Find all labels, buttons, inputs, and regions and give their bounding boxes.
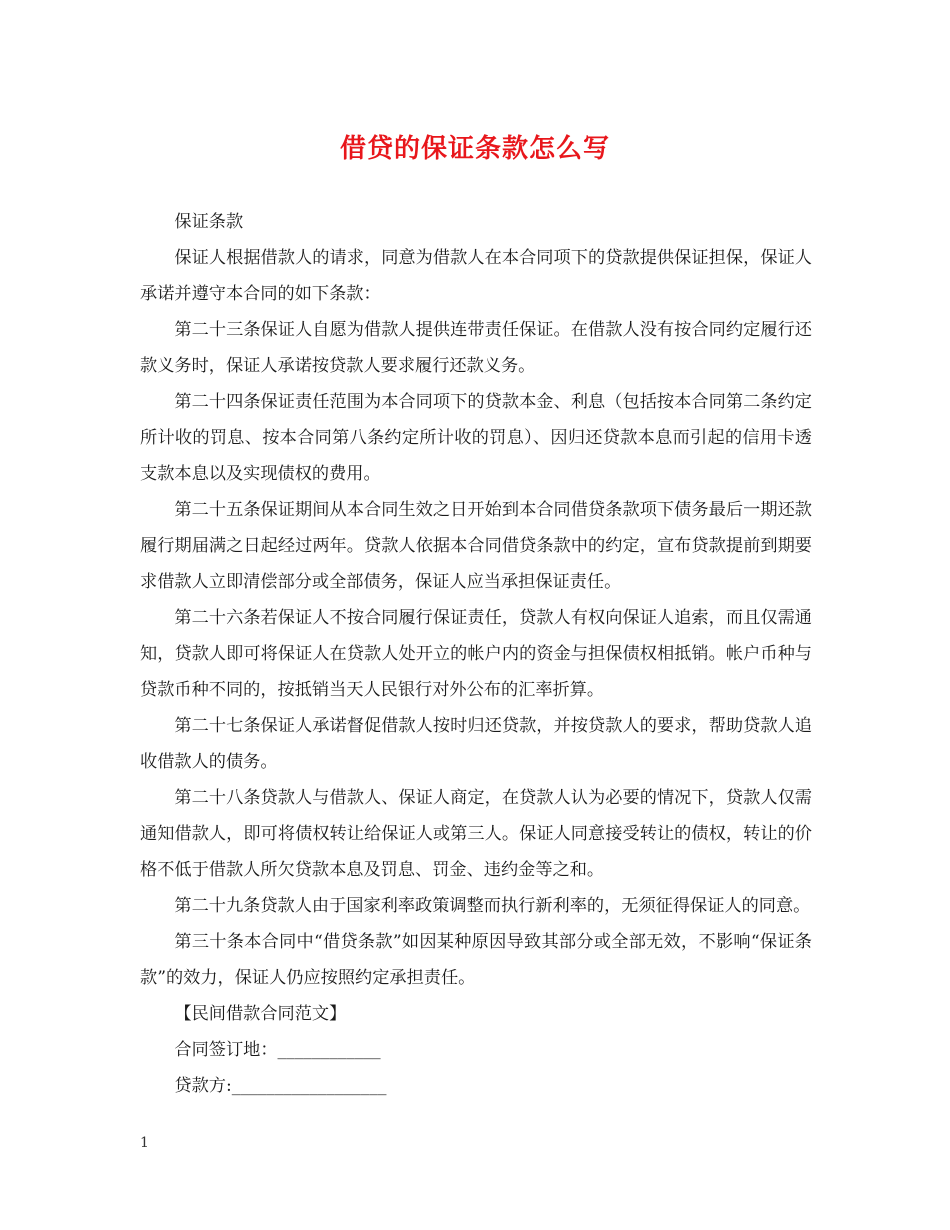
paragraph-intro: 保证人根据借款人的请求，同意为借款人在本合同项下的贷款提供保证担保，保证人承诺并遵守本合同的如下条款： bbox=[140, 248, 812, 304]
paragraph-article-28: 第二十八条贷款人与借款人、保证人商定，在贷款人认为必要的情况下，贷款人仅需通知借款人，即可将债权转让给保证人或第三人。保证人同意接受转让的债权，转让的价格不低于借款人所欠贷款本息及罚息、罚金、违约金等之和。 bbox=[140, 788, 812, 880]
paragraph-sample-heading: 【民间借款合同范文】 bbox=[174, 1004, 347, 1024]
paragraph-signing-place: 合同签订地：____________ bbox=[174, 1040, 381, 1060]
paragraph-article-24: 第二十四条保证责任范围为本合同项下的贷款本金、利息（包括按本合同第二条约定所计收的罚息、按本合同第八条约定所计收的罚息）、因归还贷款本息而引起的信用卡透支款本息以及实现债权的费用。 bbox=[140, 392, 812, 484]
paragraph-section-heading: 保证条款 bbox=[174, 212, 244, 232]
paragraph-article-27: 第二十七条保证人承诺督促借款人按时归还贷款，并按贷款人的要求，帮助贷款人追收借款人的债务。 bbox=[140, 716, 812, 772]
paragraph-article-30: 第三十条本合同中“借贷条款”如因某种原因导致其部分或全部无效，不影响“保证条款”的效力，保证人仍应按照约定承担责任。 bbox=[140, 932, 812, 988]
page-number: 1 bbox=[140, 1135, 149, 1151]
paragraph-article-23: 第二十三条保证人自愿为借款人提供连带责任保证。在借款人没有按合同约定履行还款义务时，保证人承诺按贷款人要求履行还款义务。 bbox=[140, 320, 812, 376]
document-body bbox=[140, 204, 812, 1104]
paragraph-article-26: 第二十六条若保证人不按合同履行保证责任，贷款人有权向保证人追索，而且仅需通知，贷款人即可将保证人在贷款人处开立的帐户内的资金与担保债权相抵销。帐户币种与贷款币种不同的，按抵销当天人民银行对外公布的汇率折算。 bbox=[140, 608, 812, 700]
paragraph-article-29: 第二十九条贷款人由于国家利率政策调整而执行新利率的，无须征得保证人的同意。 bbox=[174, 896, 811, 916]
page-title: 借贷的保证条款怎么写 bbox=[339, 134, 610, 164]
paragraph-article-25: 第二十五条保证期间从本合同生效之日开始到本合同借贷条款项下债务最后一期还款履行期届满之日起经过两年。贷款人依据本合同借贷条款中的约定，宣布贷款提前到期要求借款人立即清偿部分或全部债务，保证人应当承担保证责任。 bbox=[140, 500, 812, 592]
paragraph-lender: 贷款方:__________________ bbox=[174, 1076, 387, 1096]
